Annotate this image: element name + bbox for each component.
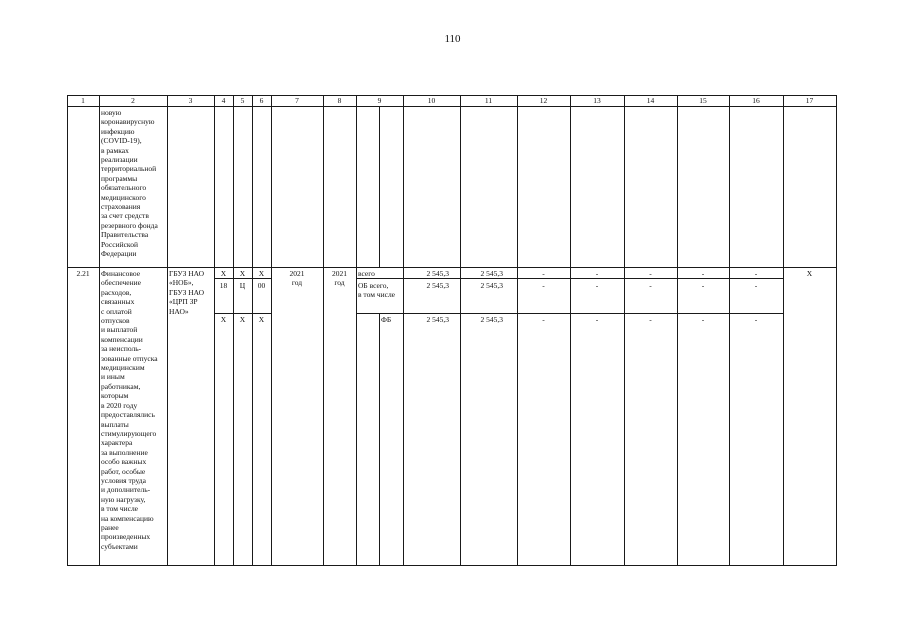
year-start: 2021 год xyxy=(289,269,305,288)
col-border xyxy=(214,95,215,566)
header-col-15: 15 xyxy=(699,96,707,105)
code-col4: Х xyxy=(220,269,227,278)
col-border xyxy=(570,95,571,566)
col-border xyxy=(729,95,730,566)
amount-col15: - xyxy=(701,315,705,324)
prev-row-description: новую коронавирусную инфекцию (COVID-19), в рамках реализации территориальной программы обязательного медицинского страхования за счет средств резервного фонда Правительства Российской Федерации xyxy=(101,108,158,259)
amount-col10: 2 545,3 xyxy=(426,281,449,290)
amount-col10: 2 545,3 xyxy=(426,315,449,324)
col-border xyxy=(836,95,837,566)
funding-source-fb: ФБ xyxy=(381,315,392,324)
header-col-11: 11 xyxy=(484,96,493,105)
funding-source-total: всего xyxy=(358,269,375,278)
amount-col11: 2 545,3 xyxy=(480,269,503,278)
row-description: Финансовое обеспечение расходов, связанных с оплатой отпусков и выплатой компенсации за неисполь- зованные отпуска медицинским и иным работникам, которым в 2020 году предоставлялись выплаты стимулирующего характера за выполнение особо важных работ, особые условия труда и дополнитель- ную нагрузку, в том числе на компенсацию ранее произведенных субъектами xyxy=(101,269,158,551)
col-border xyxy=(271,95,272,566)
header-col-16: 16 xyxy=(752,96,760,105)
amount-col12: - xyxy=(542,281,545,290)
header-col-6: 6 xyxy=(259,96,264,105)
col-border xyxy=(233,95,234,566)
table-bottom-border xyxy=(67,565,837,566)
col-border xyxy=(517,95,518,566)
executors: ГБУЗ НАО «НОБ», ГБУЗ НАО «ЦРП ЗР НАО» xyxy=(169,269,205,316)
amount-col16: - xyxy=(754,269,758,278)
amount-col12: - xyxy=(542,315,545,324)
amount-col13: - xyxy=(595,315,599,324)
funding-source-ob: ОБ всего, в том числе xyxy=(358,281,396,300)
header-col-13: 13 xyxy=(593,96,601,105)
col-border xyxy=(356,95,357,566)
header-bottom-border xyxy=(67,106,837,107)
amount-col14: - xyxy=(649,269,652,278)
header-col-3: 3 xyxy=(188,96,193,105)
amount-col15: - xyxy=(701,269,705,278)
amount-col14: - xyxy=(649,315,652,324)
page-number: 110 xyxy=(444,33,461,45)
code-col4: Х xyxy=(220,315,227,324)
code-col6: Х xyxy=(258,269,265,278)
col-border xyxy=(67,95,68,566)
col-border xyxy=(460,95,461,566)
col-border xyxy=(99,95,100,566)
col-border xyxy=(323,95,324,566)
amount-col13: - xyxy=(595,281,599,290)
amount-col11: 2 545,3 xyxy=(480,315,503,324)
col-border xyxy=(403,95,404,566)
header-col-17: 17 xyxy=(805,96,814,105)
col9-inner-border xyxy=(379,106,380,267)
header-col-2: 2 xyxy=(131,96,135,105)
col17-value: Х xyxy=(806,269,813,278)
amount-col15: - xyxy=(701,281,705,290)
code-col5: Ц xyxy=(239,281,246,290)
col-border xyxy=(167,95,168,566)
header-col-1: 1 xyxy=(81,96,85,105)
col-border xyxy=(783,95,784,566)
col9-inner-border xyxy=(379,313,380,565)
header-col-14: 14 xyxy=(646,96,655,105)
header-col-7: 7 xyxy=(295,96,299,105)
col-border xyxy=(624,95,625,566)
code-col5: Х xyxy=(239,269,246,278)
header-col-8: 8 xyxy=(337,96,342,105)
amount-col14: - xyxy=(649,281,652,290)
amount-col16: - xyxy=(754,315,758,324)
code-col5: Х xyxy=(239,315,246,324)
row-separator xyxy=(67,267,837,268)
code-col6: Х xyxy=(258,315,265,324)
col-border xyxy=(252,95,253,566)
row-number: 2.21 xyxy=(76,269,90,278)
codes-subline-2 xyxy=(214,313,271,314)
budget-table xyxy=(67,95,837,566)
header-col-12: 12 xyxy=(539,96,548,105)
code-col6: 00 xyxy=(257,281,266,290)
code-col4: 18 xyxy=(219,281,228,290)
col-border xyxy=(677,95,678,566)
header-col-4: 4 xyxy=(221,96,226,105)
year-end: 2021 год xyxy=(332,269,347,288)
amount-col10: 2 545,3 xyxy=(426,269,449,278)
header-col-5: 5 xyxy=(240,96,245,105)
amount-col11: 2 545,3 xyxy=(480,281,503,290)
amount-col16: - xyxy=(754,281,758,290)
header-col-10: 10 xyxy=(427,96,436,105)
amount-col12: - xyxy=(542,269,545,278)
header-col-9: 9 xyxy=(377,96,382,105)
amount-col13: - xyxy=(595,269,599,278)
